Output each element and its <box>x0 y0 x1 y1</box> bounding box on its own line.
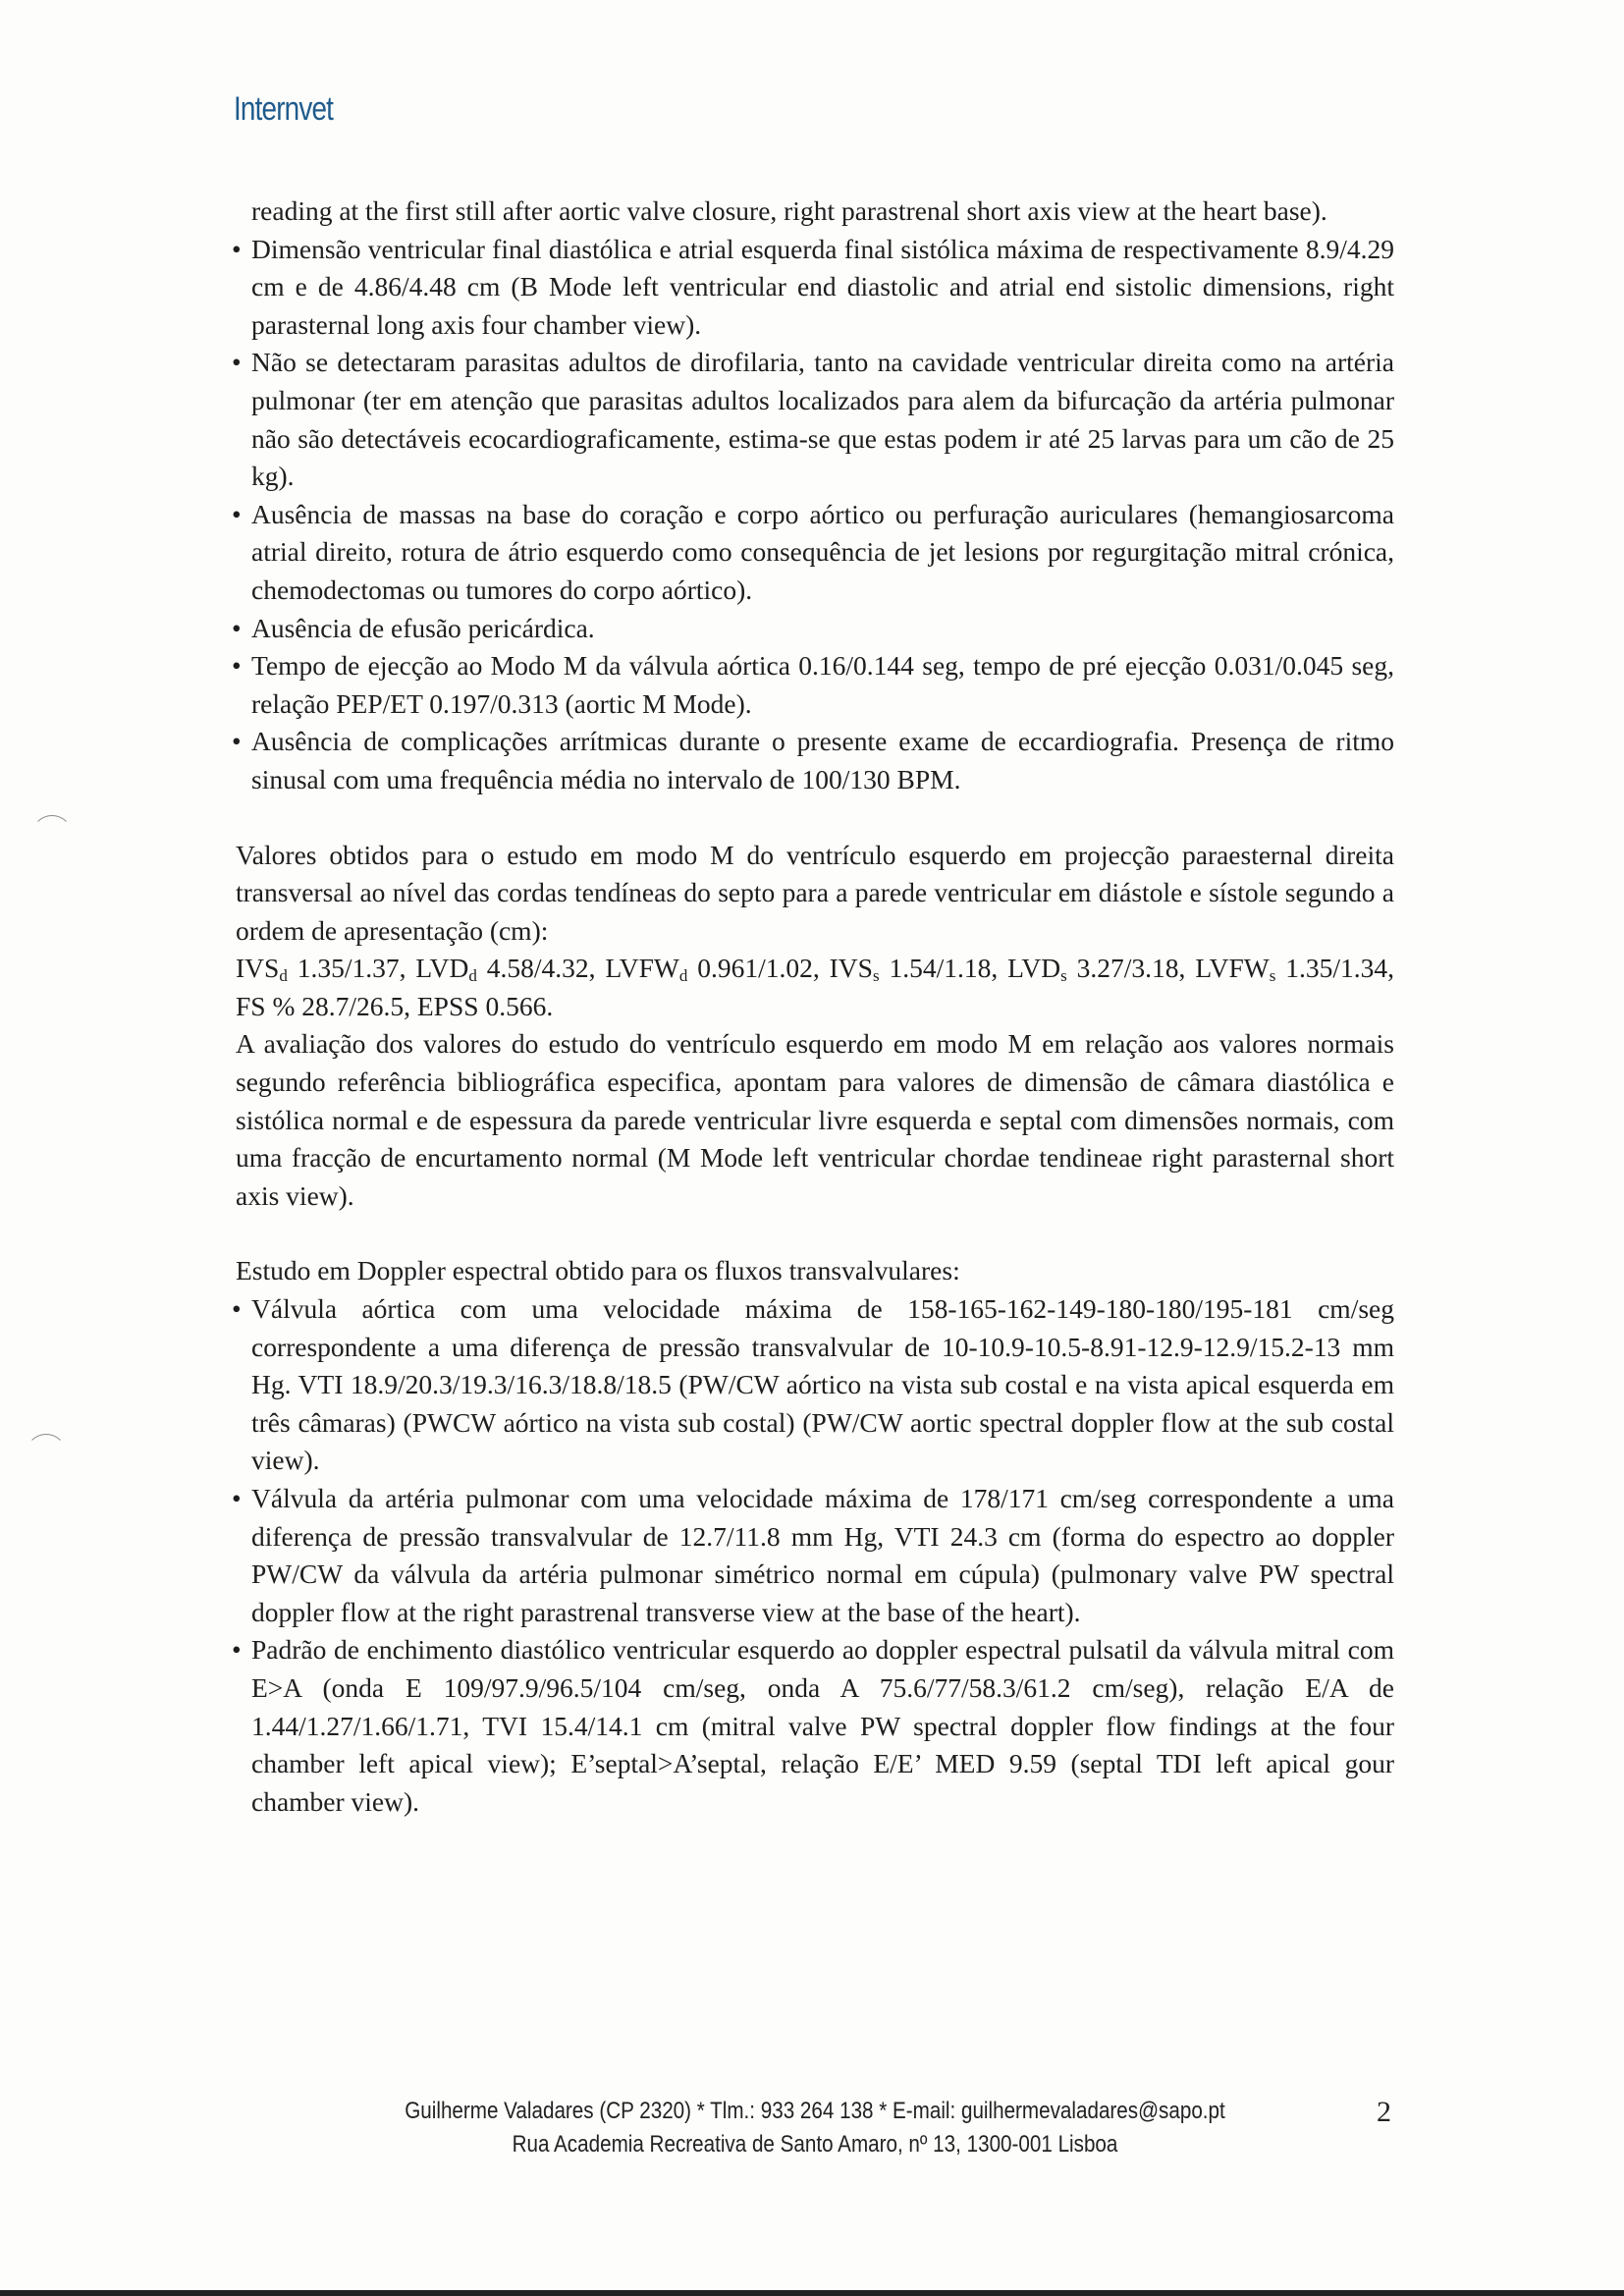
punch-hole-mark <box>31 815 73 856</box>
report-body <box>236 192 1394 1821</box>
punch-hole-mark <box>26 1434 67 1475</box>
page-footer <box>317 2095 1314 2161</box>
list-item: • Válvula aórtica com uma velocidade máxima de 158-165-162-149-180-180/195-181 cm/seg correspondente a uma diferença de pressão transvalvular de 10-10.9-10.5-8.91-12.9-12.9/15.2-13 mm Hg. VTI 18.9/20.3/19.3/16.3/18.8/18.5 (PW/CW aórtico na vista sub costal e na vista apical esquerda em três câmaras) (PWCW aórtico na vista sub costal) (PW/CW aortic spectral doppler flow at the sub costal view). <box>236 1290 1394 1480</box>
list-item: • Padrão de enchimento diastólico ventricular esquerdo ao doppler espectral pulsatil da válvula mitral com E>A (onda E 109/97.9/96.5/104 cm/seg, onda A 75.6/77/58.3/61.2 cm/seg), relação E/A de 1.44/1.27/1.66/1.71, TVI 15.4/14.1 cm (mitral valve PW spectral doppler flow findings at the four chamber left apical view); E’septal>A’septal, relação E/E’ MED 9.59 (septal TDI left apical gour chamber view). <box>236 1631 1394 1821</box>
list-item: • Ausência de complicações arrítmicas durante o presente exame de eccardiografia. Presença de ritmo sinusal com uma frequência média no intervalo de 100/130 BPM. <box>236 723 1394 798</box>
list-item: • Válvula da artéria pulmonar com uma velocidade máxima de 178/171 cm/seg correspondente a uma diferença de pressão transvalvular de 12.7/11.8 mm Hg, VTI 24.3 cm (forma do espectro ao doppler PW/CW da válvula da artéria pulmonar simétrico normal em cúpula) (pulmonary valve PW spectral doppler flow at the right parastrenal transverse view at the base of the heart). <box>236 1480 1394 1631</box>
list-item: • Dimensão ventricular final diastólica e atrial esquerda final sistólica máxima de respectivamente 8.9/4.29 cm e de 4.86/4.48 cm (B Mode left ventricular end diastolic and atrial end sistolic dimensions, right parasternal long axis four chamber view). <box>236 231 1394 345</box>
list-item: • Ausência de massas na base do coração e corpo aórtico ou perfuração auriculares (hemangiosarcoma atrial direito, rotura de átrio esquerdo como consequência de jet lesions por regurgitação mitral crónica, chemodectomas ou tumores do corpo aórtico). <box>236 496 1394 610</box>
list-item: • Ausência de efusão pericárdica. <box>236 610 1394 648</box>
list-item: • Tempo de ejecção ao Modo M da válvula aórtica 0.16/0.144 seg, tempo de pré ejecção 0.031/0.045 seg, relação PEP/ET 0.197/0.313 (aortic M Mode). <box>236 647 1394 723</box>
paragraph-continuation: reading at the first still after aortic valve closure, right parastrenal short axis view at the heart base). <box>251 195 1327 226</box>
m-mode-assessment-paragraph: A avaliação dos valores do estudo do ventrículo esquerdo em modo M em relação aos valores normais segundo referência bibliográfica especifica, apontam para valores de dimensão de câmara diastólica e sistólica normal e de espessura da parede ventricular livre esquerda e septal com dimensões normais, com uma fracção de encurtamento normal (M Mode left ventricular chordae tendineae right parasternal short axis view). <box>236 1028 1394 1211</box>
m-mode-intro-paragraph: Valores obtidos para o estudo em modo M do ventrículo esquerdo em projecção paraesternal direita transversal ao nível das cordas tendíneas do septo para a parede ventricular em diástole e sístole segundo a ordem de apresentação (cm): <box>236 839 1394 946</box>
m-mode-values: $IVS_d$ 1.35/1.37, $LVD_d$ 4.58/4.32, $LVFW_d$ 0.961/1.02, $IVS_s$ 1.54/1.18, $LVD_s$ 3.27/3.18, $LVFW_s$ 1.35/1.34, FS % 28.7/26.5, EPSS 0.566. <box>236 953 1395 1021</box>
scan-bottom-edge <box>0 2290 1624 2296</box>
doppler-heading: Estudo em Doppler espectral obtido para os fluxos transvalvulares: <box>236 1255 960 1286</box>
list-item: • Não se detectaram parasitas adultos de dirofilaria, tanto na cavidade ventricular direita como na artéria pulmonar (ter em atenção que parasitas adultos localizados para alem da bifurcação da artéria pulmonar não são detectáveis ecocardiograficamente, estima-se que estas podem ir até 25 larvas para um cão de 25 kg). <box>236 344 1394 495</box>
footer-contact-line: Guilherme Valadares (CP 2320) * Tlm.: 933 264 138 * E-mail: guilhermevaladares@sapo.pt <box>405 2098 1225 2124</box>
footer-address-line: Rua Academia Recreativa de Santo Amaro, nº 13, 1300-001 Lisboa <box>512 2131 1118 2158</box>
internvet-logo: Internvet <box>234 90 334 128</box>
page-number: 2 <box>1377 2096 1391 2128</box>
